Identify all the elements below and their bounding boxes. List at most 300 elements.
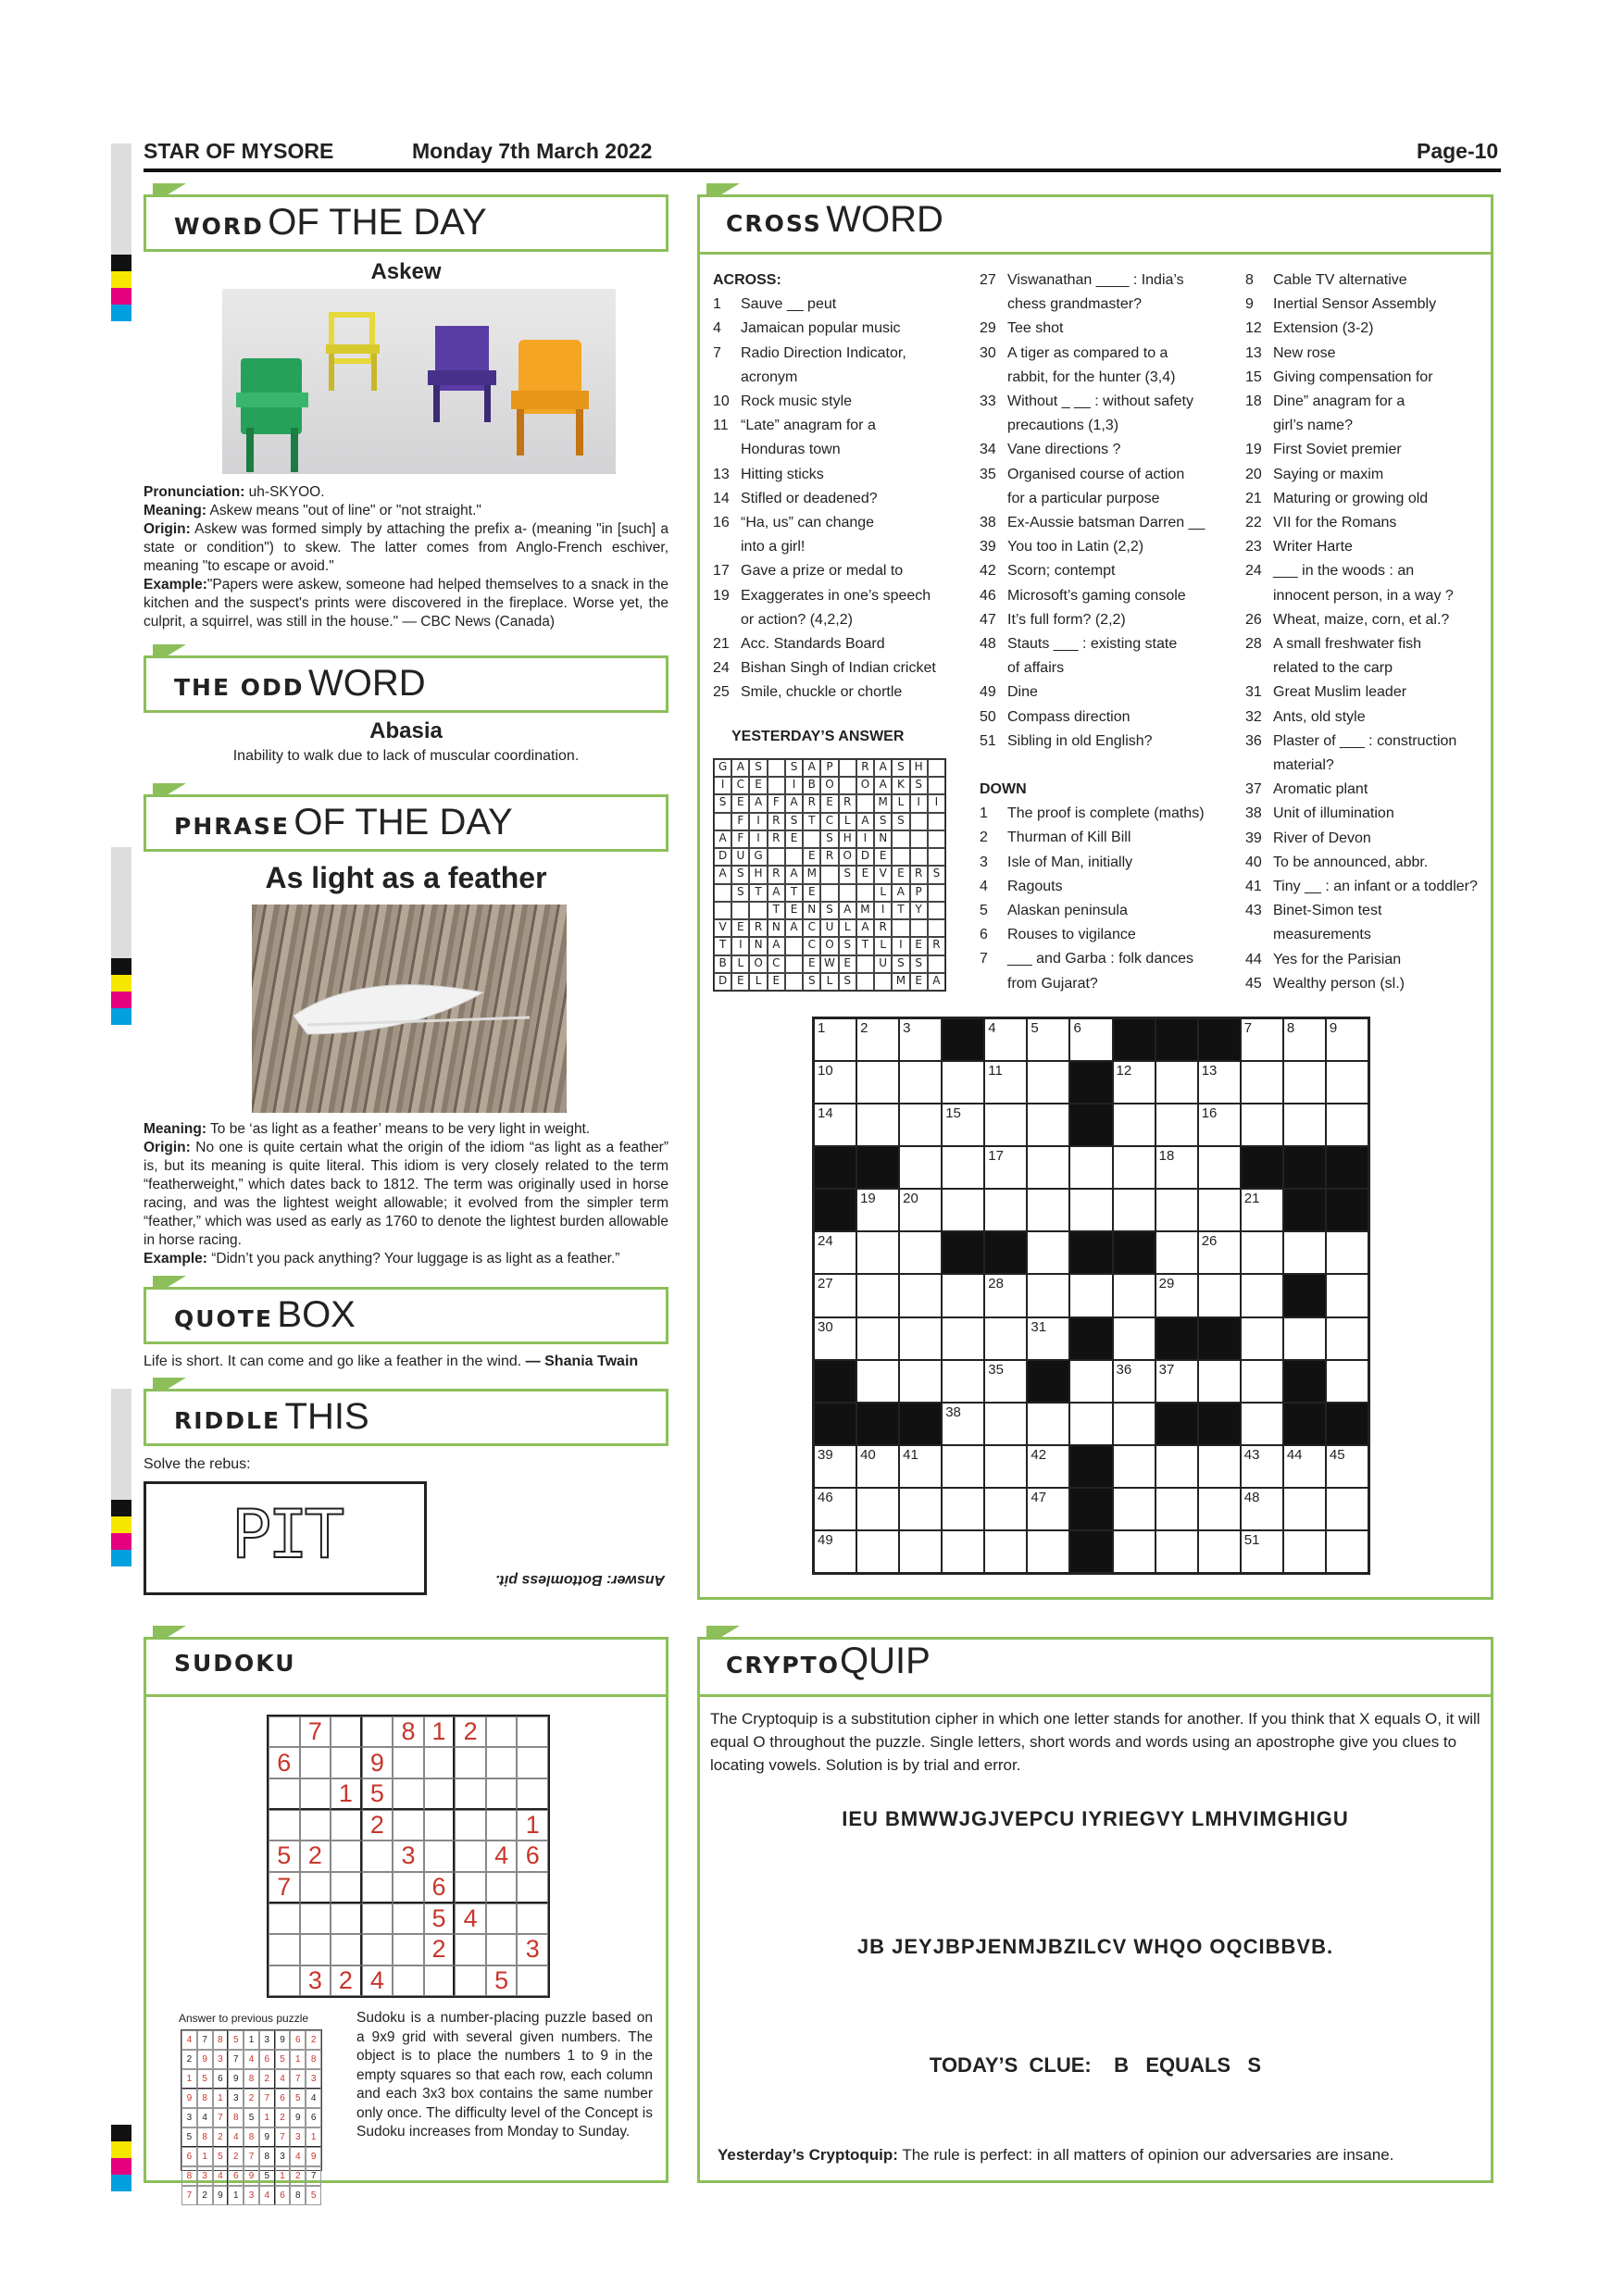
yellow-chair — [326, 315, 380, 391]
sudoku-cell[interactable] — [300, 1872, 331, 1903]
yesterday-cell: A — [768, 937, 785, 955]
crossword-cell[interactable] — [856, 1360, 899, 1403]
sudoku-cell[interactable]: 5 — [269, 1841, 300, 1871]
black-square — [1069, 1530, 1112, 1573]
crossword-cell[interactable]: 4 — [984, 1018, 1027, 1061]
crossword-cell[interactable]: 28 — [984, 1274, 1027, 1316]
sudoku-cell[interactable]: 6 — [269, 1747, 300, 1778]
sudoku-cell[interactable]: 1 — [331, 1778, 362, 1810]
crossword-cell[interactable] — [1283, 1530, 1326, 1573]
sudoku-cell[interactable] — [300, 1778, 331, 1810]
crossword-cell[interactable] — [1027, 1061, 1069, 1104]
clue-row — [1245, 632, 1491, 656]
crossword-cell[interactable] — [899, 1488, 942, 1530]
sudoku-cell[interactable] — [424, 1778, 456, 1810]
crossword-cell[interactable]: 16 — [1198, 1104, 1241, 1146]
crossword-cell[interactable] — [856, 1274, 899, 1316]
clue-row — [1245, 972, 1491, 996]
yesterday-cell: S — [874, 813, 892, 830]
crossword-cell[interactable]: 20 — [899, 1189, 942, 1231]
crossword-cell[interactable] — [899, 1317, 942, 1360]
answer-cell: 1 — [197, 2147, 213, 2166]
crossword-cell[interactable]: 47 — [1027, 1488, 1069, 1530]
sudoku-cell[interactable] — [331, 1934, 362, 1965]
crossword-cell[interactable] — [1069, 1360, 1112, 1403]
yesterday-cell — [892, 919, 909, 937]
crossword-cell[interactable]: 2 — [856, 1018, 899, 1061]
clue-number: 7 — [980, 951, 988, 967]
yesterday-cell: A — [731, 759, 749, 777]
clue-row — [980, 826, 1225, 850]
sudoku-cell[interactable]: 4 — [486, 1841, 518, 1871]
yesterday-cell: I — [928, 794, 945, 812]
sudoku-cell[interactable] — [393, 1872, 424, 1903]
sudoku-cell[interactable]: 2 — [424, 1934, 456, 1965]
sudoku-cell[interactable] — [486, 1934, 518, 1965]
sudoku-cell[interactable]: 8 — [393, 1716, 424, 1747]
crossword-cell[interactable] — [1156, 1445, 1198, 1488]
crossword-cell[interactable] — [1241, 1317, 1283, 1360]
sudoku-cell[interactable]: 5 — [362, 1778, 394, 1810]
crossword-cell[interactable] — [984, 1104, 1027, 1146]
sudoku-cell[interactable] — [486, 1903, 518, 1934]
crossword-title: CROSS WORD — [726, 199, 943, 240]
sudoku-cell[interactable] — [486, 1778, 518, 1810]
sudoku-cell[interactable]: 2 — [331, 1965, 362, 1996]
sudoku-cell[interactable] — [362, 1872, 394, 1903]
clue-row — [980, 656, 1225, 680]
clue-row — [1245, 584, 1491, 608]
yesterday-cell: U — [731, 848, 749, 866]
crossword-cell[interactable] — [1326, 1061, 1368, 1104]
crossword-cell[interactable]: 46 — [814, 1488, 856, 1530]
crossword-cell[interactable] — [1283, 1231, 1326, 1274]
clue-row — [713, 438, 963, 462]
sudoku-cell[interactable] — [331, 1872, 362, 1903]
crossword-cell[interactable] — [1326, 1274, 1368, 1316]
crossword-cell[interactable]: 1 — [814, 1018, 856, 1061]
clue-text: It’s full form? (2,2) — [1007, 611, 1126, 628]
sudoku-cell[interactable] — [362, 1934, 394, 1965]
crossword-cell[interactable] — [1326, 1360, 1368, 1403]
sudoku-cell[interactable] — [455, 1778, 486, 1810]
clue-text: A small freshwater fish — [1273, 636, 1422, 653]
crossword-cell[interactable]: 17 — [984, 1146, 1027, 1189]
crossword-cell[interactable]: 5 — [1027, 1018, 1069, 1061]
sudoku-cell[interactable] — [393, 1903, 424, 1934]
crossword-cell[interactable] — [1283, 1104, 1326, 1146]
crossword-cell[interactable] — [899, 1104, 942, 1146]
yesterday-cell: L — [839, 919, 856, 937]
crossword-cell[interactable] — [1198, 1530, 1241, 1573]
sudoku-cell[interactable]: 4 — [455, 1903, 486, 1934]
crossword-cell[interactable] — [1027, 1104, 1069, 1146]
crossword-cell[interactable]: 39 — [814, 1445, 856, 1488]
sudoku-cell[interactable]: 2 — [362, 1810, 394, 1841]
crossword-cell[interactable] — [856, 1488, 899, 1530]
sudoku-cell[interactable] — [455, 1841, 486, 1871]
crossword-cell[interactable] — [856, 1530, 899, 1573]
yesterday-cell: E — [910, 973, 928, 991]
yesterday-cell: A — [785, 794, 803, 812]
black-square — [1113, 1018, 1156, 1061]
sudoku-cell[interactable]: 5 — [424, 1903, 456, 1934]
clue-text: Smile, chuckle or chortle — [741, 684, 903, 701]
sudoku-cell[interactable] — [269, 1965, 300, 1996]
crossword-cell[interactable] — [942, 1061, 984, 1104]
black-square — [856, 1403, 899, 1445]
crossword-cell[interactable] — [899, 1360, 942, 1403]
crossword-cell[interactable] — [942, 1360, 984, 1403]
sudoku-cell[interactable] — [486, 1810, 518, 1841]
black-square — [814, 1189, 856, 1231]
crossword-cell[interactable] — [1198, 1445, 1241, 1488]
crossword-cell[interactable] — [1241, 1061, 1283, 1104]
crossword-cell[interactable] — [1326, 1488, 1368, 1530]
sudoku-cell[interactable] — [393, 1778, 424, 1810]
crossword-cell[interactable] — [1156, 1530, 1198, 1573]
crossword-cell[interactable]: 48 — [1241, 1488, 1283, 1530]
sudoku-cell[interactable] — [331, 1903, 362, 1934]
crossword-cell[interactable]: 11 — [984, 1061, 1027, 1104]
sudoku-cell[interactable] — [455, 1872, 486, 1903]
clue-text: Acc. Standards Board — [741, 636, 885, 653]
crossword-cell[interactable] — [1027, 1530, 1069, 1573]
sudoku-cell[interactable]: 3 — [517, 1934, 548, 1965]
sudoku-cell[interactable] — [517, 1747, 548, 1778]
crossword-cell[interactable] — [1326, 1317, 1368, 1360]
sudoku-cell[interactable]: 7 — [300, 1716, 331, 1747]
crossword-cell[interactable] — [1283, 1317, 1326, 1360]
sudoku-cell[interactable]: 4 — [362, 1965, 394, 1996]
yesterday-cell: E — [856, 866, 874, 883]
crossword-cell[interactable] — [942, 1488, 984, 1530]
crossword-cell[interactable]: 12 — [1113, 1061, 1156, 1104]
sudoku-cell[interactable] — [269, 1778, 300, 1810]
answer-cell: 6 — [275, 2089, 291, 2108]
crossword-cell[interactable] — [1069, 1189, 1112, 1231]
sudoku-cell[interactable] — [269, 1903, 300, 1934]
crossword-cell[interactable]: 8 — [1283, 1018, 1326, 1061]
clue-text: or action? (4,2,2) — [741, 611, 853, 628]
crossword-cell[interactable] — [1113, 1445, 1156, 1488]
yesterday-cell: R — [768, 813, 785, 830]
crossword-cell[interactable]: 40 — [856, 1445, 899, 1488]
yesterday-cell: O — [839, 848, 856, 866]
sudoku-cell[interactable] — [424, 1810, 456, 1841]
green-chair — [236, 358, 308, 472]
crossword-cell[interactable]: 27 — [814, 1274, 856, 1316]
crossword-cell[interactable] — [1113, 1530, 1156, 1573]
crossword-cell[interactable]: 7 — [1241, 1018, 1283, 1061]
sudoku-cell[interactable] — [331, 1747, 362, 1778]
crossword-cell[interactable]: 45 — [1326, 1445, 1368, 1488]
clue-text: ___ in the woods : an — [1273, 563, 1415, 580]
sudoku-cell[interactable] — [300, 1903, 331, 1934]
crossword-cell[interactable] — [899, 1274, 942, 1316]
black-square — [942, 1231, 984, 1274]
sudoku-cell[interactable]: 3 — [393, 1841, 424, 1871]
crossword-cell[interactable] — [1156, 1488, 1198, 1530]
clue-row — [980, 268, 1225, 293]
crossword-cell[interactable] — [942, 1146, 984, 1189]
crossword-cell[interactable] — [1156, 1061, 1198, 1104]
crossword-cell[interactable] — [856, 1317, 899, 1360]
crossword-cell[interactable] — [1241, 1274, 1283, 1316]
yesterday-cell: A — [714, 830, 731, 848]
crossword-cell[interactable]: 24 — [814, 1231, 856, 1274]
crossword-cell[interactable]: 38 — [942, 1403, 984, 1445]
crossword-cell[interactable] — [1156, 1104, 1198, 1146]
crossword-cell[interactable] — [1027, 1403, 1069, 1445]
sudoku-cell[interactable] — [362, 1841, 394, 1871]
yesterday-cell: E — [768, 973, 785, 991]
crossword-cell[interactable] — [984, 1403, 1027, 1445]
sudoku-cell[interactable] — [269, 1810, 300, 1841]
sudoku-cell[interactable] — [517, 1872, 548, 1903]
sudoku-cell[interactable] — [393, 1934, 424, 1965]
clue-number: 24 — [1245, 563, 1262, 580]
crossword-cell[interactable] — [1027, 1146, 1069, 1189]
crossword-cell[interactable] — [1241, 1403, 1283, 1445]
sudoku-cell[interactable] — [517, 1716, 548, 1747]
sudoku-cell[interactable]: 6 — [424, 1872, 456, 1903]
answer-cell: 4 — [259, 2186, 275, 2205]
crossword-cell[interactable]: 21 — [1241, 1189, 1283, 1231]
sudoku-cell[interactable] — [517, 1903, 548, 1934]
crossword-cell[interactable] — [1156, 1231, 1198, 1274]
crossword-cell[interactable]: 14 — [814, 1104, 856, 1146]
sudoku-cell[interactable] — [269, 1716, 300, 1747]
crossword-cell[interactable]: 35 — [984, 1360, 1027, 1403]
clue-text: Hitting sticks — [741, 466, 824, 482]
clue-number: 17 — [713, 563, 730, 580]
crossword-cell[interactable] — [942, 1530, 984, 1573]
crossword-cell[interactable] — [1326, 1231, 1368, 1274]
crossword-cell[interactable] — [1113, 1317, 1156, 1360]
answer-cell: 8 — [259, 2147, 275, 2166]
clue-number — [1245, 923, 1273, 947]
yesterday-cell — [856, 794, 874, 812]
issue-date: Monday 7th March 2022 — [412, 139, 653, 163]
sudoku-cell[interactable] — [393, 1747, 424, 1778]
crossword-cell[interactable] — [1283, 1488, 1326, 1530]
crossword-cell[interactable]: 26 — [1198, 1231, 1241, 1274]
clue-text: Honduras town — [741, 442, 841, 458]
crossword-cell[interactable]: 13 — [1198, 1061, 1241, 1104]
crossword-cell[interactable]: 51 — [1241, 1530, 1283, 1573]
sudoku-cell[interactable]: 2 — [455, 1716, 486, 1747]
crossword-grid — [812, 1017, 1370, 1575]
clue-number: 36 — [1245, 732, 1262, 749]
crossword-cell[interactable]: 31 — [1027, 1317, 1069, 1360]
sudoku-cell[interactable] — [331, 1810, 362, 1841]
sudoku-cell[interactable] — [300, 1810, 331, 1841]
crossword-cell[interactable] — [942, 1445, 984, 1488]
crossword-cell[interactable]: 43 — [1241, 1445, 1283, 1488]
crossword-cell[interactable] — [856, 1061, 899, 1104]
yesterday-cell: R — [910, 866, 928, 883]
answer-cell: 2 — [259, 2069, 275, 2089]
crossword-cell[interactable] — [1113, 1274, 1156, 1316]
sudoku-cell[interactable] — [424, 1747, 456, 1778]
crossword-cell[interactable] — [1113, 1488, 1156, 1530]
answer-cell: 6 — [275, 2186, 291, 2205]
yesterday-cell: E — [803, 848, 820, 866]
yesterday-label: YESTERDAY’S ANSWER — [731, 729, 905, 744]
sudoku-cell[interactable] — [362, 1716, 394, 1747]
crossword-cell[interactable]: 9 — [1326, 1018, 1368, 1061]
sudoku-cell[interactable] — [455, 1810, 486, 1841]
crossword-cell[interactable] — [1113, 1146, 1156, 1189]
crossword-cell[interactable] — [1241, 1360, 1283, 1403]
sudoku-cell[interactable] — [424, 1965, 456, 1996]
clue-number: 47 — [980, 611, 996, 628]
sudoku-cell[interactable] — [517, 1778, 548, 1810]
crossword-cell[interactable] — [899, 1231, 942, 1274]
crossword-cell[interactable] — [1241, 1104, 1283, 1146]
crossword-cell[interactable] — [1198, 1146, 1241, 1189]
crossword-cell[interactable] — [984, 1445, 1027, 1488]
crossword-cell[interactable] — [1069, 1146, 1112, 1189]
sudoku-cell[interactable] — [486, 1872, 518, 1903]
crossword-cell[interactable] — [1069, 1403, 1112, 1445]
crossword-cell[interactable] — [899, 1061, 942, 1104]
answer-cell: 4 — [213, 2166, 229, 2186]
clue-row — [980, 511, 1225, 535]
down-clues — [1245, 268, 1491, 996]
yesterday-cell: F — [731, 830, 749, 848]
crossword-cell[interactable] — [1326, 1104, 1368, 1146]
sudoku-cell[interactable] — [300, 1934, 331, 1965]
crossword-cell[interactable] — [856, 1104, 899, 1146]
clue-text: rabbit, for the hunter (3,4) — [1007, 368, 1176, 385]
clue-row — [713, 632, 963, 656]
sudoku-cell[interactable] — [300, 1747, 331, 1778]
sudoku-cell[interactable] — [486, 1747, 518, 1778]
crossword-cell[interactable] — [942, 1189, 984, 1231]
crossword-cell[interactable] — [942, 1274, 984, 1316]
crossword-cell[interactable] — [984, 1189, 1027, 1231]
sudoku-cell[interactable]: 3 — [300, 1965, 331, 1996]
crossword-cell[interactable] — [1326, 1530, 1368, 1573]
crossword-cell[interactable]: 15 — [942, 1104, 984, 1146]
crossword-cell[interactable] — [984, 1488, 1027, 1530]
yesterday-cell: T — [749, 884, 767, 902]
crossword-cell[interactable] — [1113, 1403, 1156, 1445]
crossword-banner-rule — [697, 252, 1493, 255]
crossword-cell[interactable] — [899, 1146, 942, 1189]
crossword-cell[interactable] — [984, 1530, 1027, 1573]
clue-text: Wheat, maize, corn, et al.? — [1273, 611, 1450, 628]
sudoku-cell[interactable] — [517, 1965, 548, 1996]
sudoku-cell[interactable] — [486, 1716, 518, 1747]
cryptoquip-title: CRYPTOQUIP — [726, 1641, 931, 1681]
clue-row — [1245, 535, 1491, 559]
sudoku-cell[interactable]: 7 — [269, 1872, 300, 1903]
crossword-cell[interactable]: 49 — [814, 1530, 856, 1573]
crossword-cell[interactable]: 3 — [899, 1018, 942, 1061]
yesterday-cell: S — [714, 794, 731, 812]
crossword-cell[interactable]: 42 — [1027, 1445, 1069, 1488]
clue-number — [713, 438, 741, 462]
answer-cell: 3 — [213, 2050, 229, 2069]
crossword-cell[interactable] — [899, 1530, 942, 1573]
yesterday-cell: E — [820, 794, 838, 812]
crossword-cell[interactable] — [1027, 1231, 1069, 1274]
answer-cell: 1 — [228, 2186, 244, 2205]
crossword-cell[interactable] — [1283, 1061, 1326, 1104]
sudoku-cell[interactable]: 6 — [517, 1841, 548, 1871]
crossword-cell[interactable]: 6 — [1069, 1018, 1112, 1061]
crossword-cell[interactable] — [1198, 1360, 1241, 1403]
sudoku-cell[interactable] — [331, 1716, 362, 1747]
clue-number: 14 — [713, 490, 730, 506]
crossword-cell[interactable] — [1027, 1274, 1069, 1316]
sudoku-cell[interactable] — [269, 1934, 300, 1965]
answer-cell: 2 — [197, 2186, 213, 2205]
crossword-cell[interactable]: 41 — [899, 1445, 942, 1488]
sudoku-cell[interactable]: 1 — [517, 1810, 548, 1841]
crossword-cell[interactable] — [1113, 1189, 1156, 1231]
sudoku-cell[interactable] — [362, 1903, 394, 1934]
crossword-cell[interactable] — [856, 1231, 899, 1274]
sudoku-cell[interactable]: 9 — [362, 1747, 394, 1778]
yesterday-cell: D — [714, 973, 731, 991]
clue-text: precautions (1,3) — [1007, 418, 1119, 434]
crossword-cell[interactable]: 18 — [1156, 1146, 1198, 1189]
yesterday-cell: H — [839, 830, 856, 848]
sudoku-cell[interactable] — [424, 1841, 456, 1871]
clue-row — [713, 559, 963, 583]
crossword-cell[interactable] — [1069, 1274, 1112, 1316]
crossword-cell[interactable] — [1156, 1189, 1198, 1231]
black-square — [856, 1146, 899, 1189]
yesterday-cell: S — [910, 955, 928, 973]
crossword-cell[interactable] — [1027, 1189, 1069, 1231]
crossword-cell[interactable] — [984, 1317, 1027, 1360]
crossword-cell[interactable]: 10 — [814, 1061, 856, 1104]
yesterday-cell: C — [731, 777, 749, 794]
sudoku-cell[interactable]: 5 — [486, 1965, 518, 1996]
sudoku-cell[interactable] — [455, 1965, 486, 1996]
sudoku-cell[interactable]: 2 — [300, 1841, 331, 1871]
black-square — [1156, 1018, 1198, 1061]
crossword-cell[interactable] — [1198, 1189, 1241, 1231]
sudoku-cell[interactable] — [393, 1965, 424, 1996]
crossword-cell[interactable]: 29 — [1156, 1274, 1198, 1316]
sudoku-cell[interactable] — [393, 1810, 424, 1841]
sudoku-cell[interactable]: 1 — [424, 1716, 456, 1747]
clue-number: 28 — [1245, 636, 1262, 653]
crossword-cell[interactable]: 30 — [814, 1317, 856, 1360]
black-square — [1198, 1403, 1241, 1445]
sudoku-cell[interactable] — [331, 1841, 362, 1871]
sudoku-cell[interactable] — [455, 1747, 486, 1778]
sudoku-cell[interactable] — [455, 1934, 486, 1965]
crossword-cell[interactable]: 37 — [1156, 1360, 1198, 1403]
crossword-cell[interactable] — [1198, 1274, 1241, 1316]
crossword-cell[interactable]: 44 — [1283, 1445, 1326, 1488]
crossword-cell[interactable]: 36 — [1113, 1360, 1156, 1403]
crossword-cell[interactable]: 19 — [856, 1189, 899, 1231]
crossword-cell[interactable] — [1113, 1104, 1156, 1146]
crossword-cell[interactable] — [1241, 1231, 1283, 1274]
yesterday-cell: L — [820, 973, 838, 991]
crossword-cell[interactable] — [1198, 1488, 1241, 1530]
across-clues: ACROSS: 1 Sauve __ peut 4 Jamaican popular music 7 Radio Direction Indicator, acronym 10 Rock music style 11 “Late” anagram for a Honduras town 13 Hitting sticks 14 Stifled or deadened? 16 “Ha, us” can change into a girl! 17 Gave a prize or medal to 19 Exaggerates in one’s speech or action? (4,2,2) 21 Acc. Standards Board 24 Bishan Singh of Indian cricket 25 Smile, chuckle or chortle — [713, 268, 963, 705]
crossword-cell[interactable] — [942, 1317, 984, 1360]
